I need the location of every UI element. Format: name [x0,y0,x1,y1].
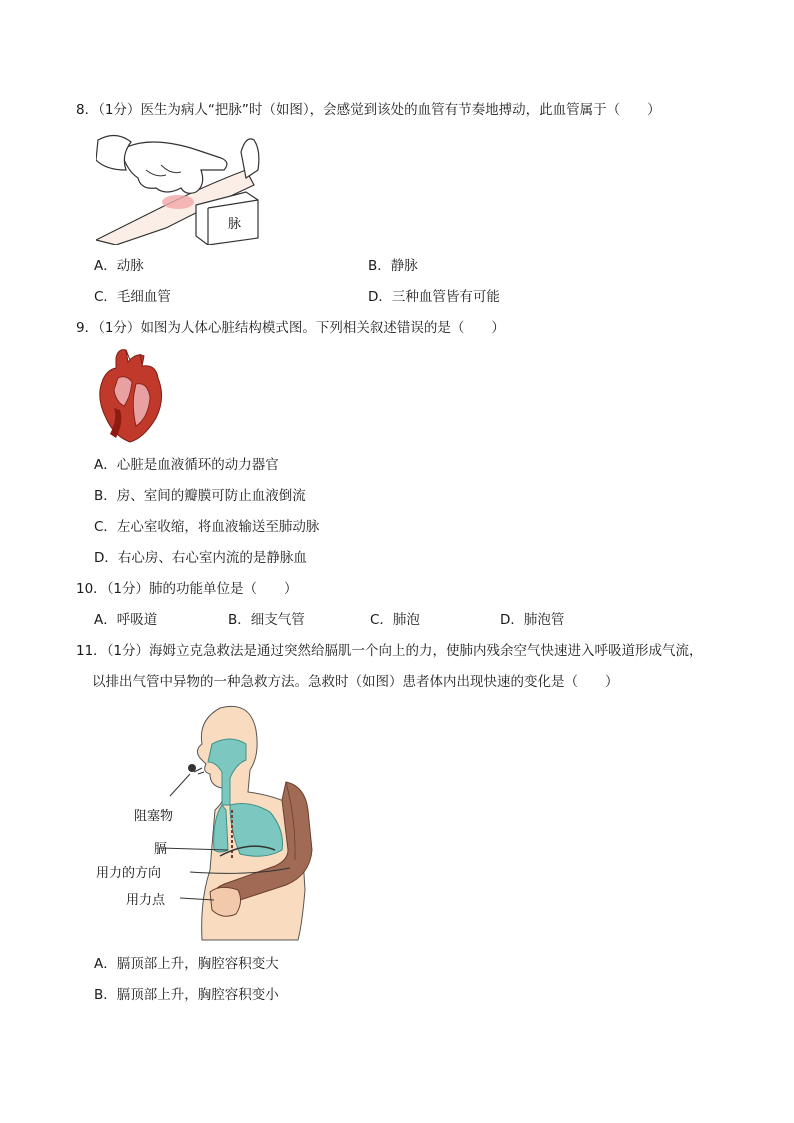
question-text: 医生为病人“把脉”时（如图），会感觉到该处的血管有节奏地搏动，此血管属于（ ） [140,102,661,118]
question-11-stem-line1 [76,641,736,661]
question-score: （1分） [106,643,150,659]
question-score: （1分） [98,320,141,336]
option-d: D．肺泡管 [500,612,565,628]
question-11-stem-line2: 以排出气管中异物的一种急救方法。急救时（如图）患者体内出现快速的变化是（ ） [92,674,619,690]
question-10-stem [76,579,736,599]
option-b: B．膈顶部上升，胸腔容积变小 [94,987,279,1003]
question-number: 11． [76,643,107,659]
option-c: C．毛细血管 [94,289,171,305]
option-b: B．细支气管 [228,612,305,628]
question-number: 10． [76,581,107,597]
question-number: 9． [76,320,99,336]
question-9-stem [76,318,736,338]
pulse-taking-figure [96,130,266,245]
option-a: A．心脏是血液循环的动力器官 [94,457,279,473]
figure-label-force-direction: 用力的方向 [96,866,162,881]
heart-structure-figure [96,348,168,444]
question-number: 8． [76,102,99,118]
option-b: B．房、室间的瓣膜可防止血液倒流 [94,488,306,504]
question-8-stem [76,100,736,120]
option-a: A．动脉 [94,258,144,274]
option-a: A．呼吸道 [94,612,158,628]
heimlich-maneuver-figure [90,700,330,945]
question-text: 肺的功能单位是（ ） [149,581,298,597]
figure-label-diaphragm: 膈 [154,842,168,857]
question-score: （1分） [106,581,150,597]
question-score: （1分） [98,102,141,118]
option-a: A．膈顶部上升，胸腔容积变大 [94,956,279,972]
option-c: C．左心室收缩，将血液输送至肺动脉 [94,519,320,535]
figure-label-force-point: 用力点 [126,893,166,908]
question-text: 海姆立克急救法是通过突然给膈肌一个向上的力，使肺内残余空气快速进入呼吸道形成气流， [149,643,703,659]
option-c: C．肺泡 [370,612,420,628]
option-b: B．静脉 [368,258,418,274]
figure-label-pulse: 脉 [228,217,242,232]
question-text: 如图为人体心脏结构模式图。下列相关叙述错误的是（ ） [140,320,505,336]
figure-label-obstruction: 阻塞物 [134,809,174,824]
option-d: D．三种血管皆有可能 [368,289,500,305]
option-d: D．右心房、右心室内流的是静脉血 [94,550,307,566]
